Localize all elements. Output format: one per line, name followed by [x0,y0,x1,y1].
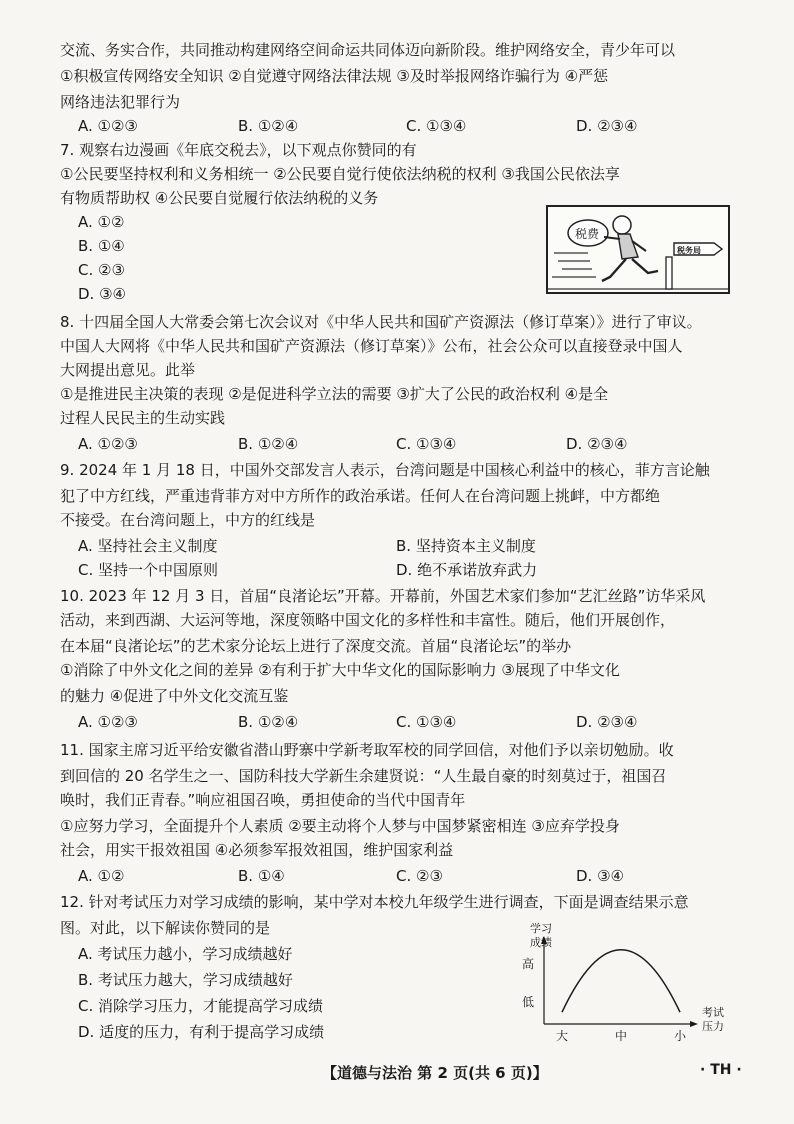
q12-stem: 12. 针对考试压力对学习成绩的影响，某中学对本校九年级学生进行调查，下面是调查结果示意 [60,893,689,911]
q11-option-d: D. ③④ [576,867,624,885]
q7-line-2: ①公民要坚持权利和义务相统一 ②公民要自觉行使依法纳税的权利 ③我国公民依法享 [60,165,620,183]
q11-option-a: A. ①② [78,867,125,885]
y-tick-label: 低 [522,995,535,1009]
q12-option-c: C. 消除学习压力，才能提高学习成绩 [78,997,324,1015]
q11-line-5: 社会，用实干报效祖国 ④必须参军报效祖国，维护国家利益 [60,841,454,859]
q9-line-2: 犯了中方红线，严重违背菲方对中方所作的政治承诺。任何人在台湾问题上挑衅，中方都绝 [60,487,661,505]
q10-line-2: 活动，来到西湖、大运河等地，深度领略中国文化的多样性和丰富性。随后，他们开展创作， [60,611,676,629]
y-tick-label: 高 [522,957,535,971]
q6-option-a: A. ①②③ [78,117,138,135]
tax-office-sign-label: 税务局 [677,246,701,255]
q12-line-2: 图。对此，以下解读你赞同的是 [60,919,271,937]
q8-option-b: B. ①②④ [238,435,299,453]
q10-stem: 10. 2023 年 12 月 3 日，首届“良渚论坛”开幕。开幕前，外国艺术家们参加“艺汇丝路”访华采风 [60,587,706,605]
q7-option-d: D. ③④ [78,285,126,303]
q9-option-b: B. 坚持资本主义制度 [396,537,536,555]
q12-option-d: D. 适度的压力，有利于提高学习成绩 [78,1023,325,1041]
q11-line-3: 唤时，我们正青春。”响应祖国召唤，勇担使命的当代中国青年 [60,791,466,809]
y-axis-label-1: 学习 [530,922,552,935]
x-axis-arrow [690,1021,698,1027]
x-tick-label: 大 [556,1029,569,1043]
q8-stem: 8. 十四届全国人大常委会第七次会议对《中华人民共和国矿产资源法（修订草案）》进行了审议。 [60,313,702,331]
q9-option-a: A. 坚持社会主义制度 [78,537,218,555]
q7-option-c: C. ②③ [78,261,125,279]
tax-cartoon [546,205,730,294]
footer-page-info: 【道德与法治 第 2 页(共 6 页)】 [322,1064,548,1082]
x-tick-label: 小 [674,1029,687,1043]
q11-line-2: 到回信的 20 名学生之一、国防科技大学新生余建贤说：“人生最自豪的时刻莫过于，祖国召 [60,767,667,785]
q7-stem: 7. 观察右边漫画《年底交税去》，以下观点你赞同的有 [60,141,417,159]
q9-option-c: C. 坚持一个中国原则 [78,561,219,579]
q10-option-b: B. ①②④ [238,713,299,731]
q8-line-2: 中国人大网将《中华人民共和国矿产资源法（修订草案）》公布，社会公众可以直接登录中国人 [60,337,683,355]
q6-line-3: 网络违法犯罪行为 [60,93,181,111]
q11-stem: 11. 国家主席习近平给安徽省潜山野寨中学新考取军校的同学回信，对他们予以亲切勉励。收 [60,741,674,759]
q8-option-a: A. ①②③ [78,435,138,453]
tax-bag-label: 税费 [575,227,600,241]
q8-option-c: C. ①③④ [396,435,457,453]
q10-option-d: D. ②③④ [576,713,638,731]
q6-line-2: ①积极宣传网络安全知识 ②自觉遵守网络法律法规 ③及时举报网络诈骗行为 ④严惩 [60,67,609,85]
q8-line-5: 过程人民民主的生动实践 [60,409,226,427]
q8-line-3: 大网提出意见。此举 [60,361,196,379]
q7-option-b: B. ①④ [78,237,125,255]
q10-line-4: ①消除了中外文化之间的差异 ②有利于扩大中华文化的国际影响力 ③展现了中华文化 [60,661,620,679]
q10-option-a: A. ①②③ [78,713,138,731]
q11-option-b: B. ①④ [238,867,285,885]
q12-option-b: B. 考试压力越大，学习成绩越好 [78,971,293,989]
q8-option-d: D. ②③④ [566,435,628,453]
stress-score-chart [512,920,732,1055]
q9-line-3: 不接受。在台湾问题上，中方的红线是 [60,511,316,529]
q6-option-c: C. ①③④ [406,117,467,135]
q10-line-5: 的魅力 ④促进了中外文化交流互鉴 [60,687,289,705]
running-man-illustration [548,207,728,292]
q11-line-4: ①应努力学习，全面提升个人素质 ②要主动将个人梦与中国梦紧密相连 ③应弃学投身 [60,817,620,835]
q9-stem: 9. 2024 年 1 月 18 日，中国外交部发言人表示，台湾问题是中国核心利益中的核心，菲方言论触 [60,461,710,479]
x-axis-label-1: 考试 [702,1006,724,1019]
q8-line-4: ①是推进民主决策的表现 ②是促进科学立法的需要 ③扩大了公民的政治权利 ④是全 [60,385,609,403]
q6-option-d: D. ②③④ [576,117,638,135]
q7-line-3: 有物质帮助权 ④公民要自觉履行依法纳税的义务 [60,189,379,207]
q10-option-c: C. ①③④ [396,713,457,731]
x-tick-label: 中 [615,1029,628,1043]
q11-option-c: C. ②③ [396,867,443,885]
y-axis-label-2: 成绩 [530,936,552,949]
q12-option-a: A. 考试压力越小，学习成绩越好 [78,945,293,963]
q9-option-d: D. 绝不承诺放弃武力 [396,561,538,579]
q6-option-b: B. ①②④ [238,117,299,135]
x-axis-label-2: 压力 [702,1020,724,1033]
performance-curve [562,950,680,1012]
q10-line-3: 在本届“良渚论坛”的艺术家分论坛上进行了深度交流。首届“良渚论坛”的举办 [60,637,572,655]
q6-line-1: 交流、务实合作，共同推动构建网络空间命运共同体迈向新阶段。维护网络安全，青少年可以 [60,41,676,59]
footer-tag: · TH · [700,1062,742,1078]
q7-option-a: A. ①② [78,213,125,231]
